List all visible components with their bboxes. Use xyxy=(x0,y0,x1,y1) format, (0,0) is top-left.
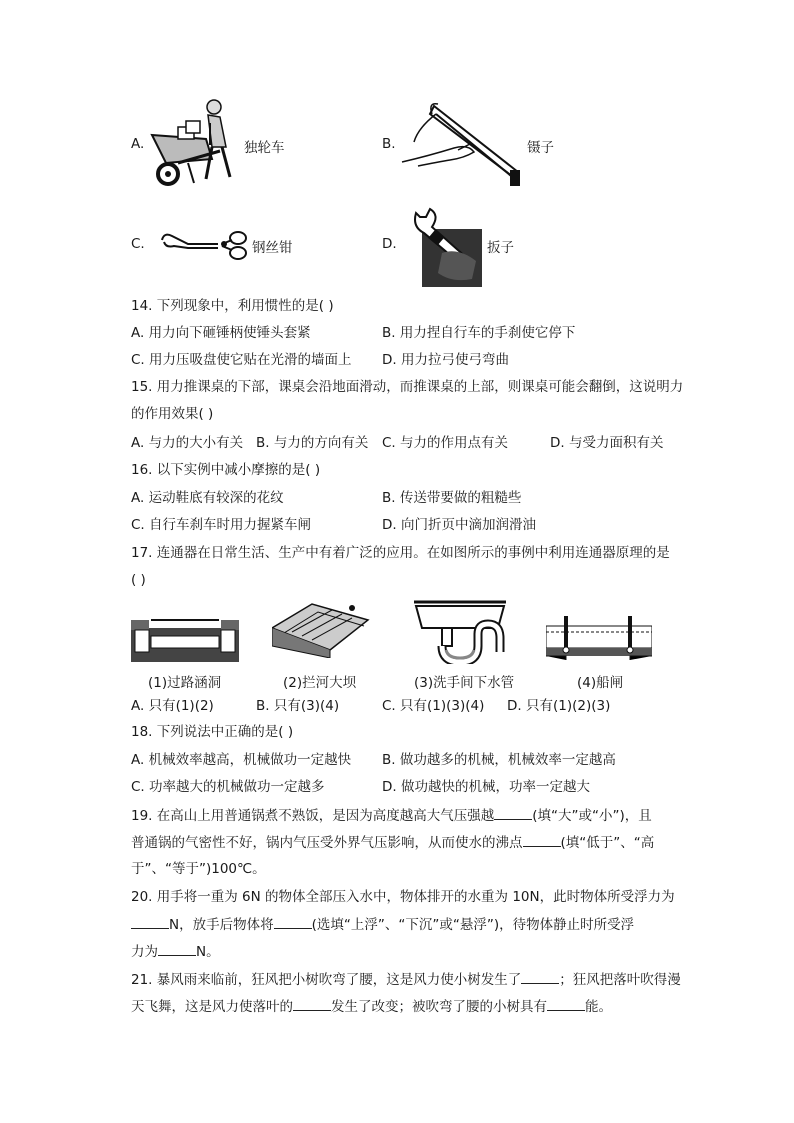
q17-figure-caption: (4)船闸 xyxy=(577,675,624,691)
q14-option-b: B. 用力捏自行车的手刹使它停下 xyxy=(382,325,576,341)
q15-option-b: B. 与力的方向有关 xyxy=(256,435,369,451)
q20-text: 力为 xyxy=(131,944,158,960)
q17-option-a: A. 只有(1)(2) xyxy=(131,698,214,714)
q20-line3 xyxy=(131,941,220,962)
q18-option-d: D. 做功越快的机械，功率一定越大 xyxy=(382,779,590,795)
q15-stem-line2: 的作用效果( ) xyxy=(131,406,214,422)
q17-option-b: B. 只有(3)(4) xyxy=(256,698,340,714)
q18-stem: 18. 下列说法中正确的是( ) xyxy=(131,724,294,740)
answer-blank[interactable] xyxy=(494,805,532,820)
pliers-icon xyxy=(158,228,252,262)
q19-line1 xyxy=(131,805,652,826)
ship-lock-icon xyxy=(546,612,652,660)
drain-pipe-icon xyxy=(412,598,508,664)
option-label: 独轮车 xyxy=(244,140,285,156)
answer-blank[interactable] xyxy=(131,914,169,929)
q20-text: N，放手后物体将 xyxy=(169,917,274,933)
q17-option-c: C. 只有(1)(3)(4) xyxy=(382,698,485,714)
q14-option-d: D. 用力拉弓使弓弯曲 xyxy=(382,352,509,368)
q21-line1 xyxy=(131,969,681,990)
q20-line1: 20. 用手将一重为 6N 的物体全部压入水中，物体排开的水重为 10N，此时物体所受浮力为 xyxy=(131,889,675,905)
answer-blank[interactable] xyxy=(293,996,331,1011)
q15-option-a: A. 与力的大小有关 xyxy=(131,435,244,451)
q19-text: (填“大”或“小”)，且 xyxy=(532,808,652,824)
option-letter: D. xyxy=(382,236,397,252)
q20-text: (选填“上浮”、“下沉”或“悬浮”)，待物体静止时所受浮 xyxy=(311,917,635,933)
q18-option-c: C. 功率越大的机械做功一定越多 xyxy=(131,779,325,795)
q19-text: 19. 在高山上用普通锅煮不熟饭，是因为高度越高大气压强越 xyxy=(131,808,495,824)
q15-option-d: D. 与受力面积有关 xyxy=(550,435,664,451)
q21-text: ；狂风把落叶吹得漫 xyxy=(559,972,681,988)
q16-option-b: B. 传送带要做的粗糙些 xyxy=(382,490,522,506)
option-label: 钢丝钳 xyxy=(252,240,293,256)
dam-icon xyxy=(272,598,372,658)
q14-option-a: A. 用力向下砸锤柄使锤头套紧 xyxy=(131,325,311,341)
tweezers-icon xyxy=(398,100,528,192)
q20-line2 xyxy=(131,914,634,935)
option-label: 扳子 xyxy=(487,240,514,256)
q17-stem-line1: 17. 连通器在日常生活、生产中有着广泛的应用。在如图所示的事例中利用连通器原理的是 xyxy=(131,545,670,561)
answer-blank[interactable] xyxy=(523,832,561,847)
wheelbarrow-icon xyxy=(148,97,243,189)
q21-text: 发生了改变；被吹弯了腰的小树具有 xyxy=(331,999,547,1015)
q17-figure-caption: (2)拦河大坝 xyxy=(283,675,357,691)
q17-stem-line2: ( ) xyxy=(131,572,146,588)
wrench-icon xyxy=(402,203,488,287)
q17-figure-caption: (1)过路涵洞 xyxy=(148,675,222,691)
answer-blank[interactable] xyxy=(547,996,585,1011)
q20-text: N。 xyxy=(196,944,220,960)
q15-option-c: C. 与力的作用点有关 xyxy=(382,435,509,451)
answer-blank[interactable] xyxy=(521,969,559,984)
q21-line2 xyxy=(131,996,612,1017)
q19-text: 普通锅的气密性不好，锅内气压受外界气压影响，从而使水的沸点 xyxy=(131,835,523,851)
q16-stem: 16. 以下实例中减小摩擦的是( ) xyxy=(131,462,321,478)
q16-option-a: A. 运动鞋底有较深的花纹 xyxy=(131,490,284,506)
q15-stem-line1: 15. 用力推课桌的下部，课桌会沿地面滑动，而推课桌的上部，则课桌可能会翻倒，这说明力 xyxy=(131,379,684,395)
q19-line3: 于”、“等于”)100℃。 xyxy=(131,861,266,877)
answer-blank[interactable] xyxy=(274,914,312,929)
q21-text: 能。 xyxy=(585,999,612,1015)
option-letter: B. xyxy=(382,136,396,152)
answer-blank[interactable] xyxy=(158,941,196,956)
q14-stem: 14. 下列现象中，利用惯性的是( ) xyxy=(131,298,334,314)
q16-option-c: C. 自行车刹车时用力握紧车闸 xyxy=(131,517,312,533)
q21-text: 21. 暴风雨来临前，狂风把小树吹弯了腰，这是风力使小树发生了 xyxy=(131,972,522,988)
q18-option-b: B. 做功越多的机械，机械效率一定越高 xyxy=(382,752,616,768)
q17-option-d: D. 只有(1)(2)(3) xyxy=(507,698,611,714)
q19-line2 xyxy=(131,832,654,853)
q14-option-c: C. 用力压吸盘使它贴在光滑的墙面上 xyxy=(131,352,352,368)
option-letter: A. xyxy=(131,136,145,152)
q21-text: 天飞舞，这是风力使落叶的 xyxy=(131,999,293,1015)
option-letter: C. xyxy=(131,236,145,252)
q17-figure-caption: (3)洗手间下水管 xyxy=(414,675,515,691)
q16-option-d: D. 向门折页中滴加润滑油 xyxy=(382,517,536,533)
culvert-icon xyxy=(131,610,239,662)
q19-text: (填“低于”、“高 xyxy=(560,835,655,851)
q18-option-a: A. 机械效率越高，机械做功一定越快 xyxy=(131,752,352,768)
option-label: 镊子 xyxy=(527,140,554,156)
